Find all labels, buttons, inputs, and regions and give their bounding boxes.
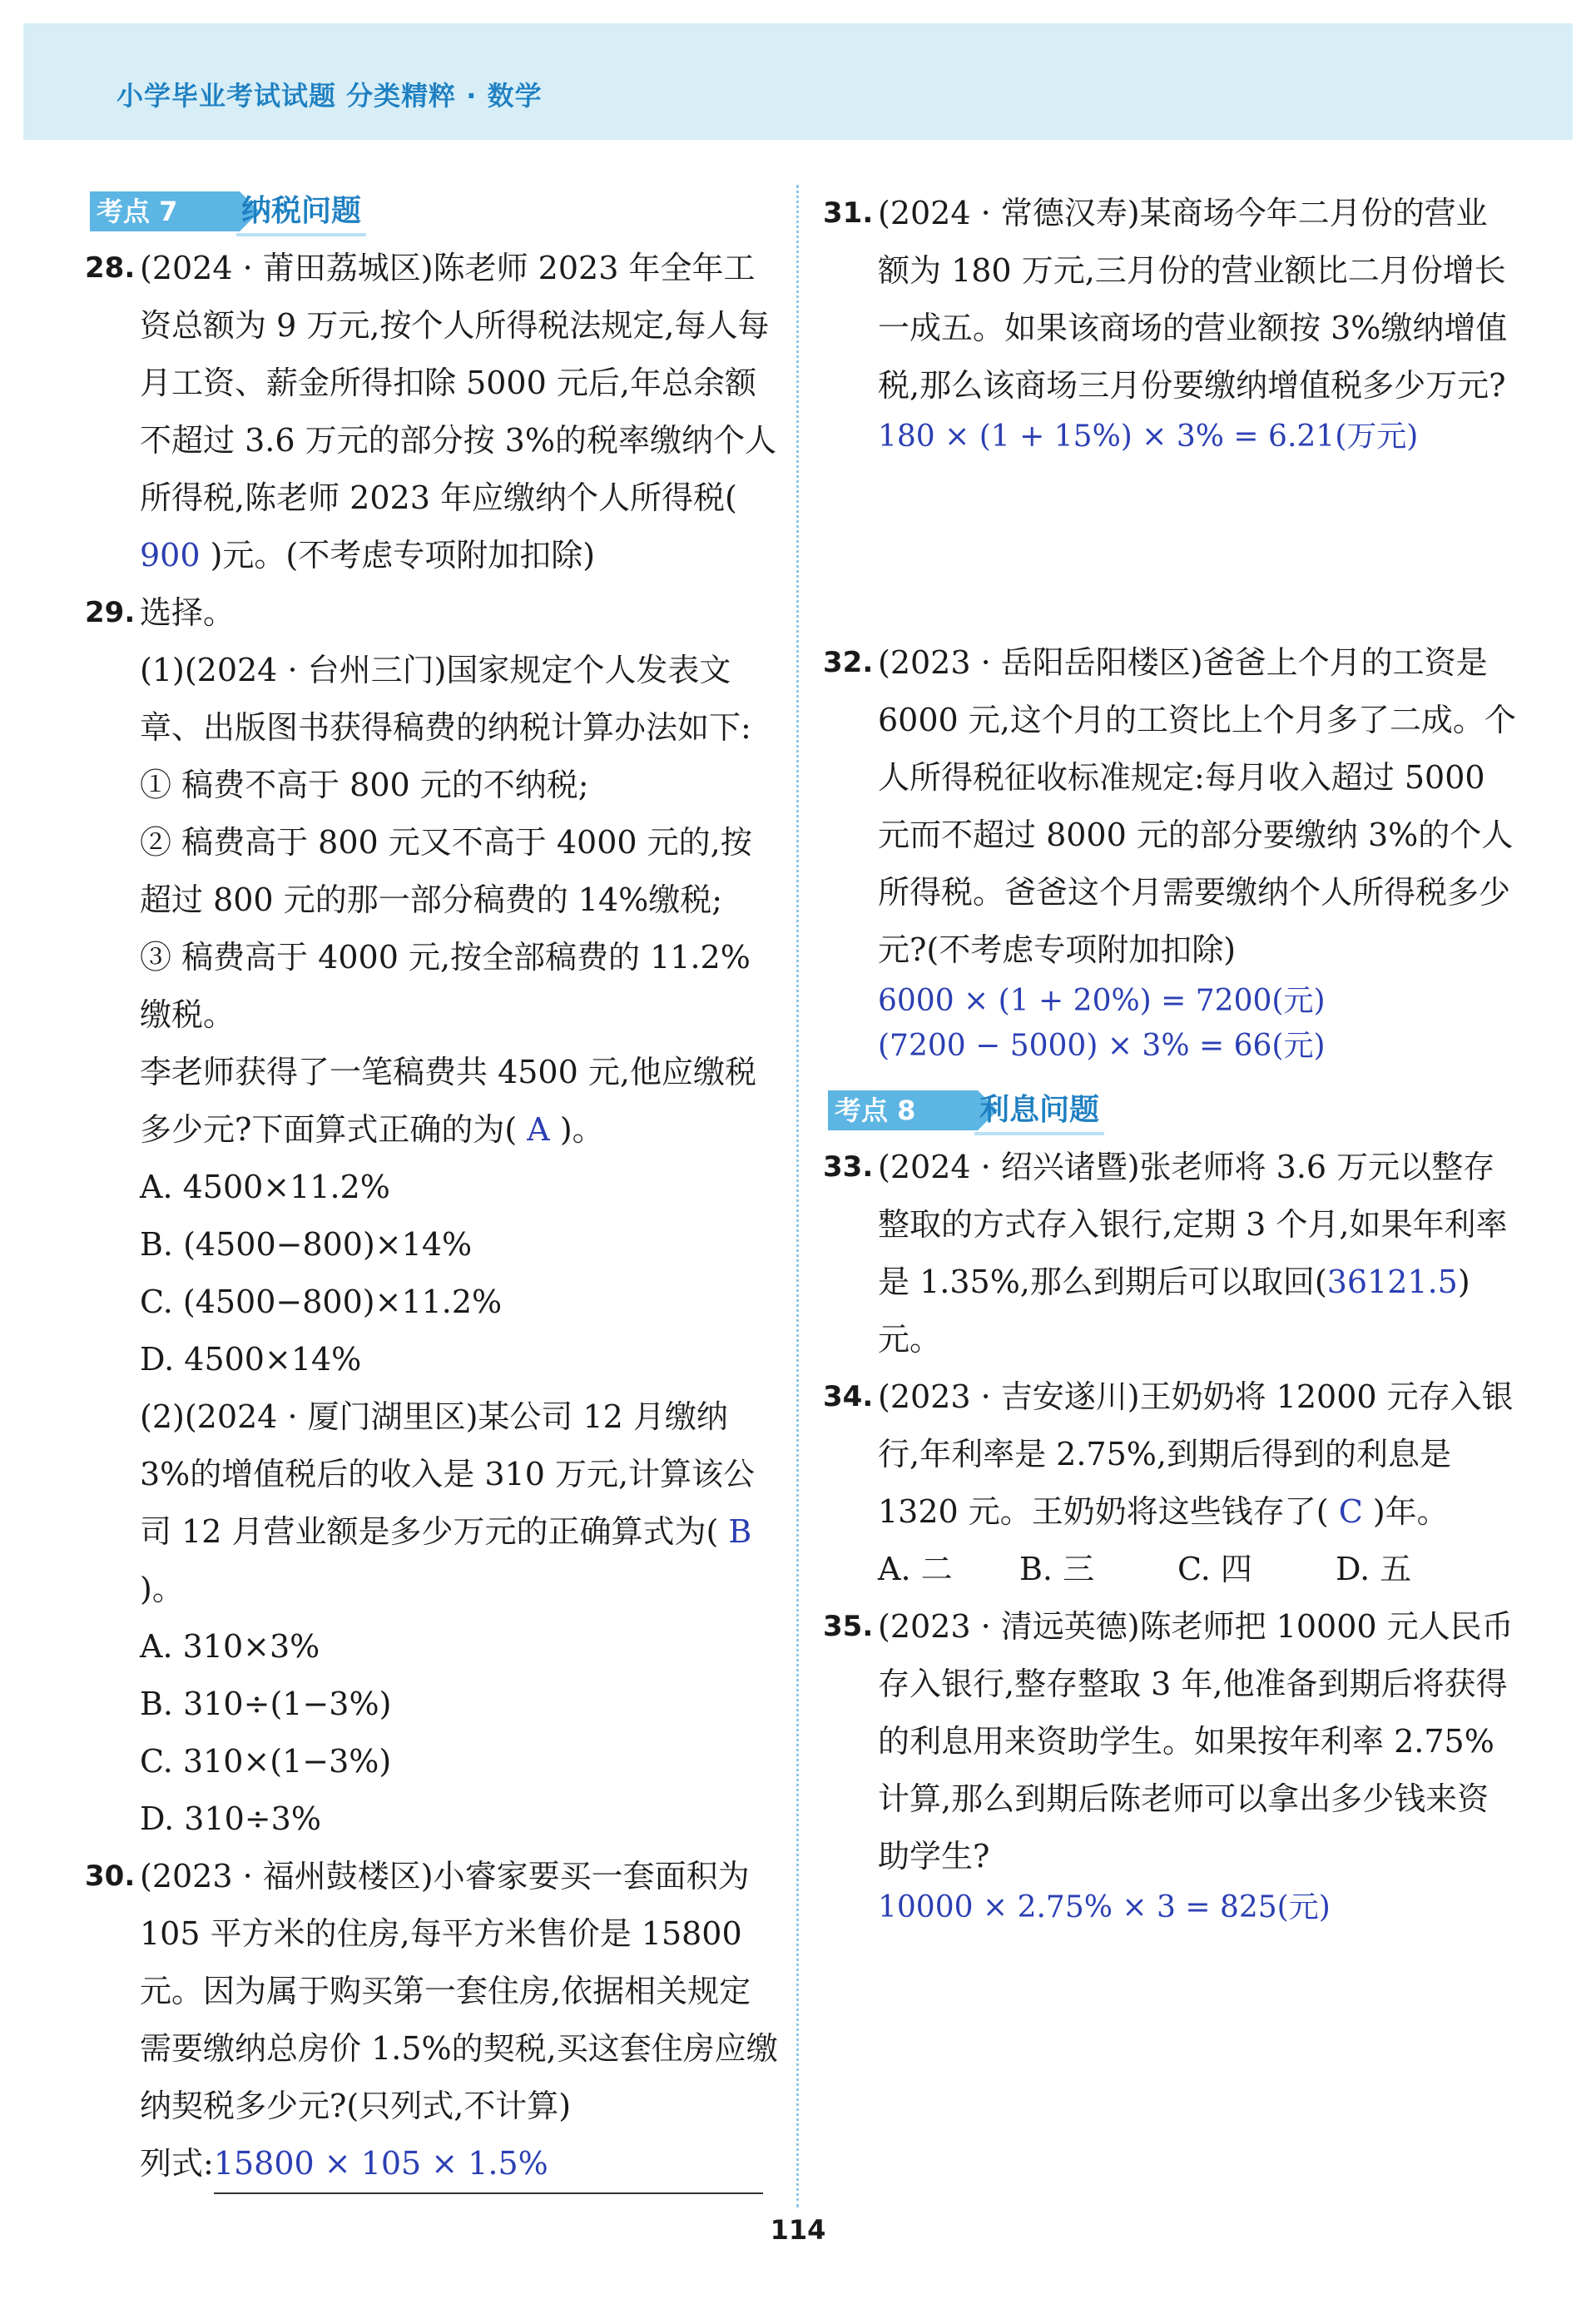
option: D. 五 <box>1336 1551 1412 1587</box>
section-badge: 考点 8 <box>828 1090 978 1130</box>
answer: 900 <box>140 537 211 574</box>
option: C. 四 <box>1177 1551 1252 1587</box>
question-number: 29. <box>85 596 136 629</box>
header-title: 小学毕业考试试题 分类精粹 · 数学 <box>116 80 543 112</box>
answer: A <box>517 1111 560 1148</box>
question-text-end: )年。 <box>1372 1493 1449 1530</box>
option: A. 310×3% <box>140 1628 320 1665</box>
section-badge: 考点 7 <box>90 191 240 231</box>
option: B. (4500−800)×14% <box>140 1226 473 1263</box>
left-column <box>85 185 781 2194</box>
rule-3: ③ 稿费高于 4000 元,按全部稿费的 11.2%缴税。 <box>140 939 751 1033</box>
section-header-8 <box>828 1084 1519 1134</box>
answer: B <box>718 1513 752 1550</box>
formula-label: 列式: <box>140 2145 214 2182</box>
question-text: (2024 · 莆田荔城区)陈老师 2023 年全年工资总额为 9 万元,按个人所得税法规定,每人每月工资、薪金所得扣除 5000 元后,年总余额不超过 3.6 万元的部分按 3%的税率缴纳个人所得税,陈老师 2023 年应缴纳个人所得税( <box>140 250 776 516</box>
question-text: (2023 · 清远英德)陈老师把 10000 元人民币存入银行,整存整取 3 年,他准备到期后将获得的利息用来资助学生。如果按年利率 2.75%计算,那么到期后陈老师可以拿出多少钱来资助学生? <box>878 1608 1514 1875</box>
question-33 <box>823 1139 1519 1368</box>
section-title: 纳税问题 <box>236 191 366 236</box>
subquestion-1-text: (1)(2024 · 台州三门)国家规定个人发表文章、出版图书获得稿费的纳税计算办法如下: <box>140 652 751 746</box>
option: A. 4500×11.2% <box>140 1169 390 1205</box>
page-number: 114 <box>770 2214 826 2246</box>
option: C. (4500−800)×11.2% <box>140 1284 503 1320</box>
question-text: (2023 · 福州鼓楼区)小睿家要买一套面积为 105 平方米的住房,每平方米售价是 15800 元。因为属于购买第一套住房,依据相关规定需要缴纳总房价 1.5%的契税,买这套住房应缴纳契税多少元?(只列式,不计算) <box>140 1858 778 2124</box>
option: C. 310×(1−3%) <box>140 1743 392 1780</box>
calculation: 180 × (1 + 15%) × 3% = 6.21(万元) <box>878 420 1419 454</box>
question-28 <box>85 240 781 584</box>
rule-1: ① 稿费不高于 800 元的不纳税; <box>140 767 589 803</box>
right-column <box>823 185 1519 1930</box>
column-divider <box>796 185 799 2207</box>
paren-close: )。 <box>140 1571 184 1607</box>
question-number: 30. <box>85 1860 136 1893</box>
question-number: 35. <box>823 1610 874 1643</box>
answer-blank: 15800 × 105 × 1.5% <box>214 2135 763 2194</box>
paren-close: )。 <box>559 1111 604 1148</box>
question-32 <box>823 634 1519 1084</box>
question-number: 34. <box>823 1380 874 1413</box>
question-text: (2023 · 岳阳岳阳楼区)爸爸上个月的工资是 6000 元,这个月的工资比上个月多了二成。个人所得税征收标准规定:每月收入超过 5000 元而不超过 8000 元的部分要缴纳 3%的个人所得税。爸爸这个月需要缴纳个人所得税多少元?(不考虑专项附加扣除) <box>878 644 1516 968</box>
calculation-2: (7200 − 5000) × 3% = 66(元) <box>878 1029 1326 1063</box>
question-text-end: )元。 <box>878 1264 1470 1358</box>
option: B. 三 <box>1019 1551 1095 1587</box>
rule-2: ② 稿费高于 800 元又不高于 4000 元的,按超过 800 元的那一部分稿费的 14%缴税; <box>140 824 752 918</box>
option: D. 4500×14% <box>140 1341 362 1378</box>
question-30 <box>85 1848 781 2194</box>
option: A. 二 <box>878 1551 953 1587</box>
question-31 <box>823 185 1519 634</box>
option: D. 310÷3% <box>140 1800 321 1837</box>
option: B. 310÷(1−3%) <box>140 1686 392 1722</box>
question-text: (2024 · 常德汉寿)某商场今年二月份的营业额为 180 万元,三月份的营业额比二月份增长一成五。如果该商场的营业额按 3%缴纳增值税,那么该商场三月份要缴纳增值税多少万元? <box>878 195 1508 404</box>
calculation: 10000 × 2.75% × 3 = 825(元) <box>878 1890 1331 1924</box>
question-number: 28. <box>85 251 136 285</box>
section-title: 利息问题 <box>974 1090 1104 1135</box>
subquestion-2-text: (2)(2024 · 厦门湖里区)某公司 12 月缴纳 3%的增值税后的收入是 310 万元,计算该公司 12 月营业额是多少万元的正确算式为( <box>140 1398 756 1550</box>
question-number: 33. <box>823 1150 874 1184</box>
question-number: 31. <box>823 196 874 230</box>
question-35 <box>823 1598 1519 1930</box>
question-number: 32. <box>823 646 874 679</box>
question-intro: 选择。 <box>140 594 235 631</box>
question-text: (2023 · 吉安遂川)王奶奶将 12000 元存入银行,年利率是 2.75%,到期后得到的利息是 1320 元。王奶奶将这些钱存了( <box>878 1378 1514 1530</box>
question-text-end: )元。(不考虑专项附加扣除) <box>210 537 596 574</box>
answer: C <box>1328 1493 1373 1530</box>
question-29 <box>85 584 781 1848</box>
answer: 36121.5 <box>1326 1264 1458 1300</box>
section-header-7 <box>90 185 781 235</box>
subquestion-1-question: 李老师获得了一笔稿费共 4500 元,他应缴税多少元?下面算式正确的为( <box>140 1054 756 1148</box>
calculation-1: 6000 × (1 + 20%) = 7200(元) <box>878 984 1326 1018</box>
question-text: (2024 · 绍兴诸暨)张老师将 3.6 万元以整存整取的方式存入银行,定期 3 个月,如果年利率是 1.35%,那么到期后可以取回( <box>878 1149 1508 1300</box>
question-34 <box>823 1368 1519 1598</box>
